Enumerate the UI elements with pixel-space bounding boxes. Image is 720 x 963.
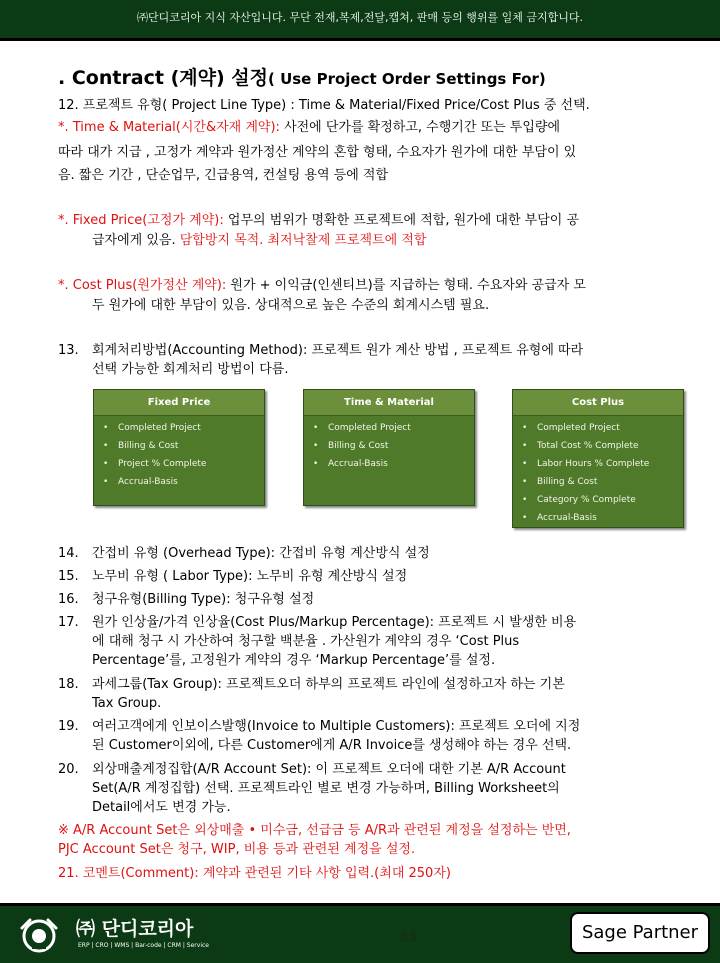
method-box-fixed-price (93, 389, 265, 506)
item-12: 12. 프로젝트 유형( Project Line Type) : Time & Material/Fixed Price/Cost Plus 중 선택. (58, 98, 590, 113)
page-number: 33 (400, 930, 417, 945)
item-14: 14. 간접비 유형 (Overhead Type): 간접비 유형 계산방식 설정 (58, 546, 430, 561)
item-20-line-1: 20. 외상매출계정집합(A/R Account Set): 이 프로젝트 오더에 대한 기본 A/R Account (58, 762, 566, 777)
box-list-item: • Completed Project (513, 419, 683, 437)
box-header: Time & Material (304, 390, 474, 416)
box-list-item: • Billing & Cost (94, 437, 264, 455)
tm-line-2: 따라 대가 지급 , 고정가 계약과 원가정산 계약의 혼합 형태, 수요자가 원가에 대한 부담이 있 (58, 145, 577, 160)
box-list-item: • Total Cost % Complete (513, 437, 683, 455)
tm-line-1: *. Time & Material(시간&자재 계약): 사전에 단가를 확정하고, 수행기간 또는 투입량에 (58, 120, 561, 135)
box-header: Cost Plus (513, 390, 683, 416)
note-line-2: PJC Account Set은 청구, WIP, 비용 등과 관련된 계정을 설정. (58, 842, 416, 857)
item-19-line-2: 된 Customer이외에, 다른 Customer에게 A/R Invoice를 생성해야 하는 경우 선택. (92, 738, 572, 753)
title-main: . Contract (계약) 설정 (58, 67, 268, 89)
top-banner (0, 0, 720, 41)
fp-line-1: *. Fixed Price(고정가 계약): 업무의 범위가 명확한 프로젝트에 적합, 원가에 대한 부담이 공 (58, 213, 580, 228)
page-title (58, 63, 546, 90)
box-list-item: • Billing & Cost (304, 437, 474, 455)
box-header: Fixed Price (94, 390, 264, 416)
brand-name: ㈜ 단디코리아 (76, 918, 194, 940)
item-18-line-1: 18. 과세그룹(Tax Group): 프로젝트오더 하부의 프로젝트 라인에 설정하고자 하는 기본 (58, 677, 565, 692)
fp-highlight: 담합방지 목적. 최저낙찰제 프로젝트에 적합 (179, 233, 427, 248)
box-list-item: • Completed Project (304, 419, 474, 437)
fp-line-2: 급자에게 있음. 담합방지 목적. 최저낙찰제 프로젝트에 적합 (92, 233, 427, 248)
method-box-cost-plus (512, 389, 684, 528)
box-list-item: • Accrual-Basis (94, 473, 264, 491)
tm-line-3: 음. 짧은 기간 , 단순업무, 긴급용역, 컨설팅 용역 등에 적합 (58, 168, 388, 183)
cp-label: *. Cost Plus(원가정산 계약): (58, 278, 227, 293)
item-20-line-2: Set(A/R 계정집합) 선택. 프로젝트라인 별로 변경 가능하며, Billing Worksheet의 (92, 781, 560, 796)
method-box-time-material (303, 389, 475, 506)
box-list-item: • Project % Complete (94, 455, 264, 473)
footer-bar (0, 903, 720, 963)
box-list-item: • Completed Project (94, 419, 264, 437)
item-21: 21. 코멘트(Comment): 계약과 관련된 기타 사항 입력.(최대 250자) (58, 866, 451, 881)
note-line-1: ※ A/R Account Set은 외상매출 • 미수금, 선급금 등 A/R과 관련된 계정을 설정하는 반면, (58, 823, 571, 838)
cp-line-2: 두 원가에 대한 부담이 있음. 상대적으로 높은 수준의 회계시스템 필요. (92, 298, 490, 313)
box-list-item: • Labor Hours % Complete (513, 455, 683, 473)
copyright-notice: ㈜단디코리아 지식 자산입니다. 무단 전재,복제,전달,캡쳐, 판매 등의 행위를 일체 금지합니다. (137, 11, 583, 24)
box-list-item: • Category % Complete (513, 491, 683, 509)
item-17-line-3: Percentage’를, 고정원가 계약의 경우 ‘Markup Percentage’를 설정. (92, 653, 496, 668)
box-list-item: • Accrual-Basis (513, 509, 683, 527)
brand-tagline: ERP | CRO | WMS | Bar-code | CRM | Service (78, 942, 209, 949)
cp-line-1: *. Cost Plus(원가정산 계약): 원가 + 이익금(인센티브)를 지급하는 형태. 수요자와 공급자 모 (58, 278, 586, 293)
sage-partner-badge: Sage Partner (570, 912, 710, 954)
tm-label: *. Time & Material(시간&자재 계약): (58, 120, 280, 135)
item-19-line-1: 19. 여러고객에게 인보이스발행(Invoice to Multiple Customers): 프로젝트 오더에 지정 (58, 719, 581, 734)
item-20-line-3: Detail에서도 변경 가능. (92, 800, 231, 815)
item-18-line-2: Tax Group. (92, 696, 162, 711)
box-list-item: • Billing & Cost (513, 473, 683, 491)
company-logo-icon (18, 914, 60, 954)
item-17-line-1: 17. 원가 인상율/가격 인상율(Cost Plus/Markup Percentage): 프로젝트 시 발생한 비용 (58, 615, 577, 630)
item-13-line-2: 선택 가능한 회계처리 방법이 다름. (92, 362, 289, 377)
item-13-line-1: 13. 회계처리방법(Accounting Method): 프로젝트 원가 계산 방법 , 프로젝트 유형에 따라 (58, 343, 584, 358)
fp-label: *. Fixed Price(고정가 계약): (58, 213, 224, 228)
title-sub: ( Use Project Order Settings For) (268, 70, 546, 88)
item-17-line-2: 에 대해 청구 시 가산하여 청구할 백분율 . 가산원가 계약의 경우 ‘Cost Plus (92, 634, 520, 649)
item-16: 16. 청구유형(Billing Type): 청구유형 설정 (58, 592, 315, 607)
box-list-item: • Accrual-Basis (304, 455, 474, 473)
item-15: 15. 노무비 유형 ( Labor Type): 노무비 유형 계산방식 설정 (58, 569, 408, 584)
